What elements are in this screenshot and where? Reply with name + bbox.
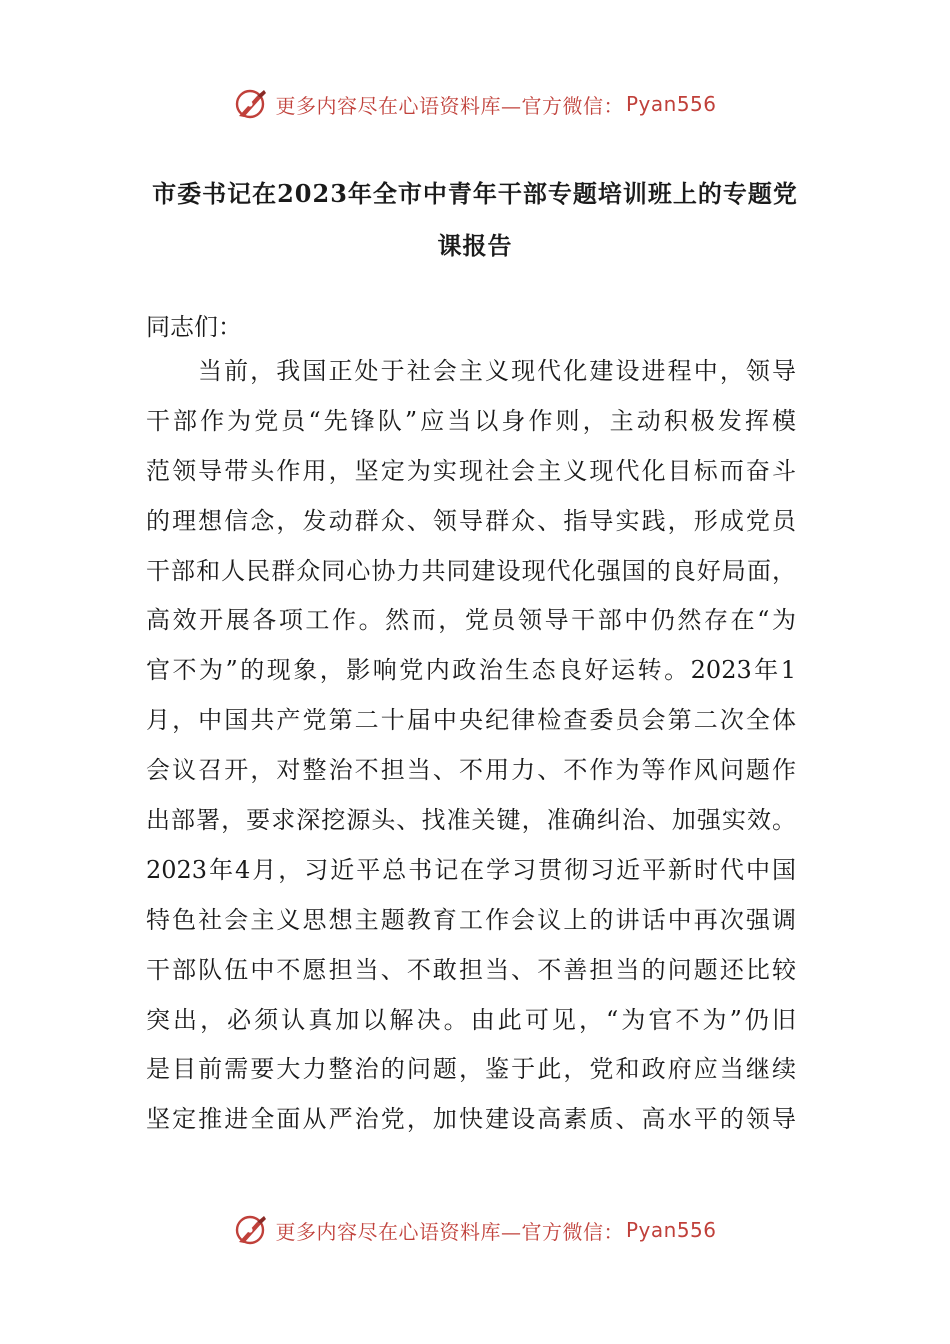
body-line: 坚定推进全面从严治党，加快建设高素质、高水平的领导 xyxy=(146,1105,796,1134)
body-line: 突出，必须认真加以解决。由此可见，“为官不为”仍旧 xyxy=(146,1005,796,1034)
title-line-1: 市委书记在2023年全市中青年干部专题培训班上的专题党 xyxy=(152,179,798,208)
body-line: 出部署，要求深挖源头、找准关键，准确纠治、加强实效。 xyxy=(146,806,796,835)
body-line: 特色社会主义思想主题教育工作会议上的讲话中再次强调 xyxy=(146,905,796,934)
body-line: 干部队伍中不愿担当、不敢担当、不善担当的问题还比较 xyxy=(146,955,796,984)
watermark-wechat-id: Pyan556 xyxy=(625,92,717,116)
body-line: 范领导带头作用，坚定为实现社会主义现代化目标而奋斗 xyxy=(146,456,796,485)
watermark-wechat-id: Pyan556 xyxy=(625,1218,717,1242)
body-line: 高效开展各项工作。然而，党员领导干部中仍然存在“为 xyxy=(146,606,796,635)
body-line: 干部作为党员“先锋队”应当以身作则，主动积极发挥模 xyxy=(146,406,796,435)
pen-logo-icon xyxy=(233,86,269,122)
salutation: 同志们： xyxy=(146,313,242,341)
watermark-text: 更多内容尽在心语资料库—官方微信： xyxy=(275,1219,624,1244)
watermark-footer xyxy=(0,1210,950,1250)
watermark-header xyxy=(0,84,950,124)
body-line: 官不为”的现象，影响党内政治生态良好运转。2023年1 xyxy=(146,656,796,685)
body-line: 干部和人民群众同心协力共同建设现代化强国的良好局面， xyxy=(146,556,796,585)
body-line: 2023年4月，习近平总书记在学习贯彻习近平新时代中国 xyxy=(146,855,796,884)
body-line: 当前，我国正处于社会主义现代化建设进程中，领导 xyxy=(198,357,796,385)
body-paragraph xyxy=(146,347,796,1145)
pen-logo-icon xyxy=(233,1212,269,1248)
title-line-2: 课报告 xyxy=(437,231,513,260)
body-line: 月，中国共产党第二十届中央纪律检查委员会第二次全体 xyxy=(146,706,796,735)
watermark-text: 更多内容尽在心语资料库—官方微信： xyxy=(275,93,624,118)
body-line: 会议召开，对整治不担当、不用力、不作为等作风问题作 xyxy=(146,756,796,785)
body-line: 的理想信念，发动群众、领导群众、指导实践，形成党员 xyxy=(146,506,796,535)
document-title xyxy=(130,168,820,272)
body-line: 是目前需要大力整治的问题，鉴于此，党和政府应当继续 xyxy=(146,1055,796,1084)
